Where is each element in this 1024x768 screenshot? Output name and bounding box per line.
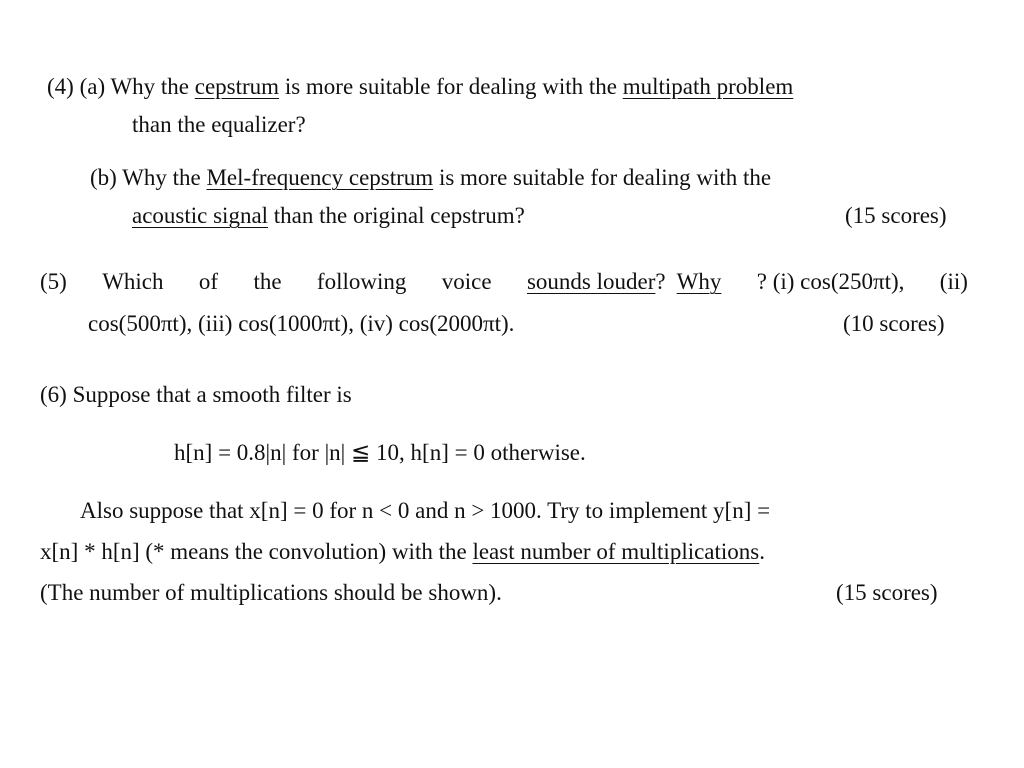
q5-word: Which — [102, 269, 164, 294]
q6-intro: (6) Suppose that a smooth filter is — [40, 382, 352, 407]
q6-formula: h[n] = 0.8|n| for |n| ≦ 10, h[n] = 0 otherwise. — [174, 440, 586, 465]
q6-line-2 — [40, 537, 765, 567]
q4a-label: (a) — [79, 74, 106, 99]
q4a-term-cepstrum: cepstrum — [194, 74, 280, 99]
q4a-term-multipath: multipath problem — [622, 74, 794, 99]
q4b-term-mel: Mel-frequency cepstrum — [206, 165, 434, 190]
q6-line-2-text: x[n] * h[n] (* means the convolution) with the — [40, 539, 467, 564]
q5-term-sounds-louder: sounds louder — [526, 269, 656, 294]
q5-option-ii-label: (ii) — [939, 269, 968, 294]
q4a-text-3: than the equalizer? — [132, 112, 306, 137]
q4b-text-2: is more suitable for dealing with the — [438, 165, 772, 190]
q5-term-why: Why — [676, 269, 722, 294]
q4b-line-1 — [90, 163, 771, 193]
q6-line-1: Also suppose that x[n] = 0 for n < 0 and n > 1000. Try to implement y[n] = — [80, 498, 771, 523]
q5-word: of — [198, 269, 219, 294]
q5-line-2 — [88, 309, 514, 339]
q5-options: cos(500πt), (iii) cos(1000πt), (iv) cos(2000πt). — [88, 311, 515, 336]
q4b-text-1: Why the — [122, 165, 201, 190]
q4a-text-1: Why the — [110, 74, 190, 99]
q4a-text-2: is more suitable for dealing with the — [284, 74, 617, 99]
q4b-term-acoustic: acoustic signal — [132, 203, 269, 228]
q5-word: the — [253, 269, 282, 294]
q4-number: (4) — [47, 74, 74, 99]
q5-score: (10 scores) — [843, 311, 945, 336]
q6-line-2-period: . — [759, 539, 765, 564]
q4-score: (15 scores) — [845, 203, 947, 228]
q5-question-mark: ? — [655, 269, 666, 294]
q6-score: (15 scores) — [836, 580, 938, 605]
q4b-text-3: than the original cepstrum? — [273, 203, 525, 228]
q4b-label: (b) — [90, 165, 117, 190]
q5-option-i: ? (i) cos(250πt), — [756, 269, 905, 294]
q4a-line-1 — [47, 72, 793, 102]
q6-term-least-multiplications: least number of multiplications — [472, 539, 760, 564]
q5-word: (5) — [40, 269, 67, 294]
q6-line-3: (The number of multiplications should be shown). — [40, 580, 502, 605]
q4b-line-2 — [132, 201, 525, 231]
q5-terms — [527, 267, 721, 297]
q4a-line-2 — [132, 110, 306, 140]
q5-word: voice — [441, 269, 492, 294]
q5-word: following — [316, 269, 407, 294]
q5-line-1 — [40, 267, 968, 297]
